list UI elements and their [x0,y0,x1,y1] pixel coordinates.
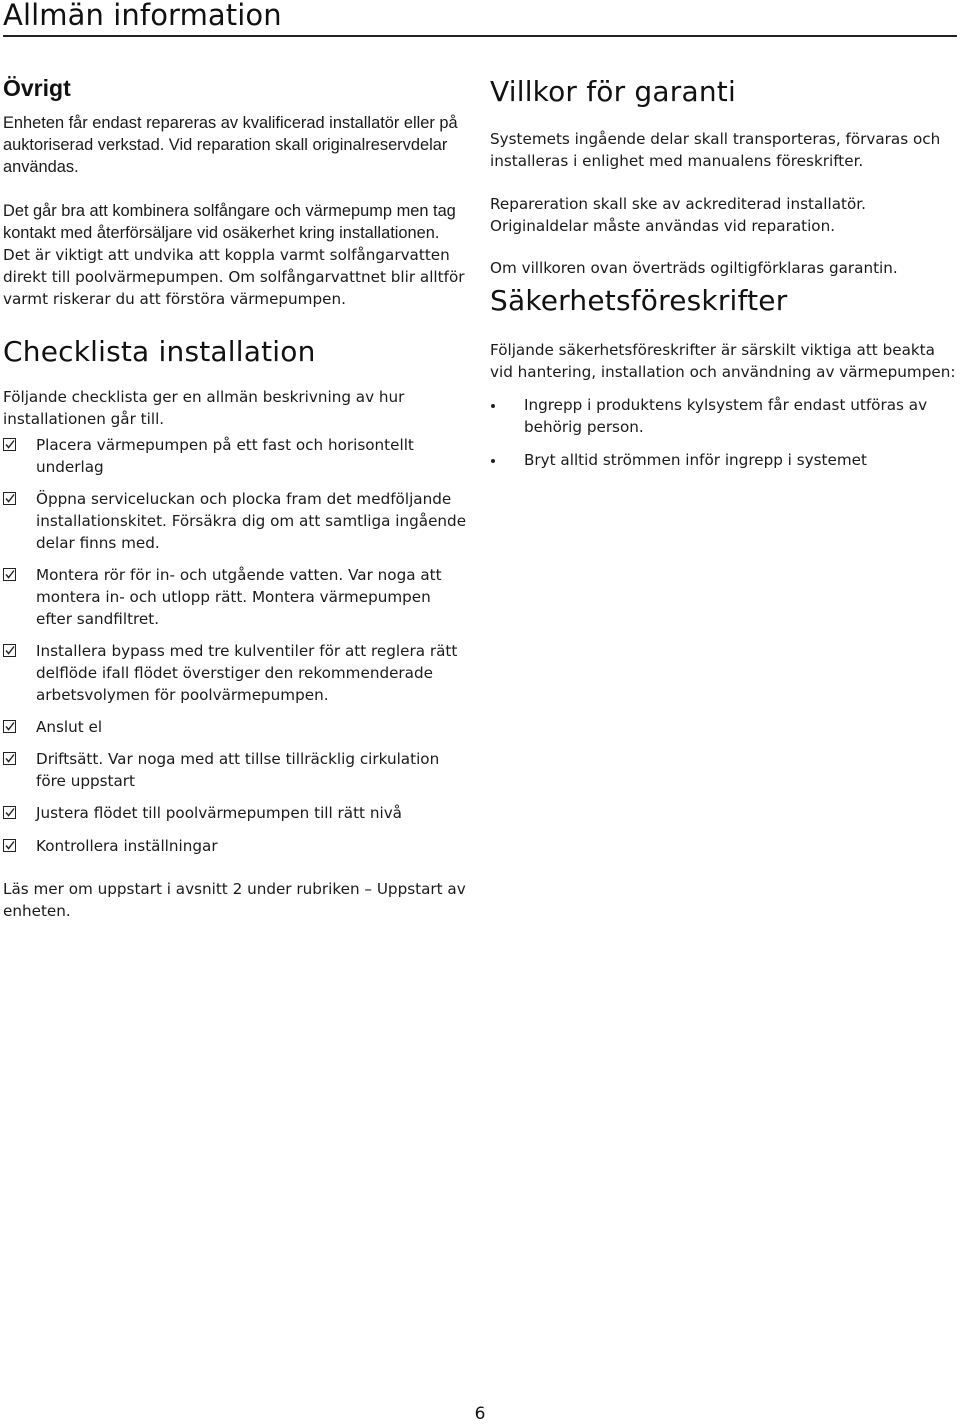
page-title: Allmän information [3,0,282,32]
checklista-heading: Checklista installation [3,335,316,368]
bullet-icon [491,459,495,463]
ovrigt-paragraph-2-part-1: Det går bra att kombinera solfångare och värmepump men tag kontakt med återförsäljare vid osäkerhet kring installationen. [3,202,456,242]
checklist-item-text: Anslut el [36,718,103,736]
left-column [3,70,469,922]
checklist-item-text: Kontrollera inställningar [36,837,218,855]
ovrigt-paragraph-2-part-2: Det är viktigt att undvika att koppla varmt solfångarvatten direkt till poolvärmepumpen. Om solfångarvattnet blir alltför varmt riskerar du att förstöra värmepumpen. [3,246,465,308]
checklist-item [3,434,469,478]
checklista-outro: Läs mer om uppstart i avsnitt 2 under rubriken – Uppstart av enheten. [3,880,466,920]
safety-list-item [490,394,956,438]
ovrigt-paragraph-1: Enheten får endast repareras av kvalificerad installatör eller på auktoriserad verkstad. Vid reparation skall originalreservdelar användas. [3,114,458,176]
bullet-icon [491,404,495,408]
garanti-paragraph-3: Om villkoren ovan överträds ogiltigförklaras garantin. [490,259,898,277]
garanti-paragraph-2: Repareration skall ske av ackrediterad installatör. Originaldelar måste användas vid reparation. [490,195,866,235]
checkbox-checked-icon [3,720,16,733]
safety-list-item-text: Bryt alltid strömmen inför ingrepp i systemet [524,451,867,469]
ovrigt-paragraph-2 [3,200,469,310]
checkbox-checked-icon [3,806,16,819]
checklist-item-text: Öppna serviceluckan och plocka fram det medföljande installationskitet. Försäkra dig om att samtliga ingående delar finns med. [36,490,467,552]
checklist-item [3,716,469,738]
safety-list-item-text: Ingrepp i produktens kylsystem får endast utföras av behörig person. [524,396,928,436]
checklist-item [3,564,469,630]
checklist-item-text: Driftsätt. Var noga med att tillse tillräcklig cirkulation före uppstart [36,750,440,790]
checklist [3,434,469,857]
checklist-item [3,488,469,554]
checklist-item [3,748,469,792]
checkbox-checked-icon [3,752,16,765]
garanti-heading: Villkor för garanti [490,75,736,108]
checkbox-checked-icon [3,644,16,657]
right-column [490,70,956,471]
sakerhet-heading: Säkerhetsföreskrifter [490,284,788,317]
sakerhet-intro: Följande säkerhetsföreskrifter är särskilt viktiga att beakta vid hantering, installation och användning av värmepumpen: [490,341,956,381]
safety-list [490,394,956,471]
ovrigt-heading: Övrigt [3,75,71,101]
checkbox-checked-icon [3,438,16,451]
header-divider [3,35,957,37]
safety-list-item [490,449,956,471]
checkbox-checked-icon [3,568,16,581]
checklist-item-text: Placera värmepumpen på ett fast och horisontellt underlag [36,436,414,476]
checklist-item-text: Montera rör för in- och utgående vatten. Var noga att montera in- och utlopp rätt. Montera värmepumpen efter sandfiltret. [36,566,442,628]
garanti-paragraph-1: Systemets ingående delar skall transporteras, förvaras och installeras i enlighet med manualens föreskrifter. [490,130,941,170]
checkbox-checked-icon [3,492,16,505]
checkbox-checked-icon [3,839,16,852]
checklist-item [3,802,469,824]
checklist-item [3,835,469,857]
checklist-item-text: Justera flödet till poolvärmepumpen till rätt nivå [36,804,402,822]
checklist-item [3,640,469,706]
page-number: 6 [474,1404,486,1424]
checklista-intro: Följande checklista ger en allmän beskrivning av hur installationen går till. [3,388,405,428]
checklist-item-text: Installera bypass med tre kulventiler för att reglera rätt delflöde ifall flödet överstiger den rekommenderade arbetsvolymen för poolvärmepumpen. [36,642,458,704]
